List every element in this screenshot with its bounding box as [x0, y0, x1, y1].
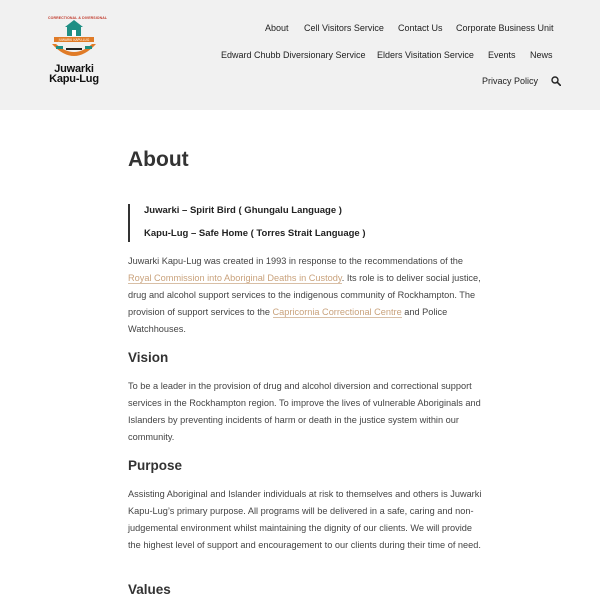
svg-text:JUWARKI KAPU-LUG: JUWARKI KAPU-LUG — [58, 38, 90, 42]
capricornia-correctional-centre-link[interactable]: Capricornia Correctional Centre — [272, 307, 402, 317]
logo-emblem-icon — [48, 20, 100, 64]
logo-name-line2: Kapu-Lug — [49, 73, 99, 85]
nav-item-edward-chubb-diversionary-service[interactable]: Edward Chubb Diversionary Service — [221, 50, 366, 60]
search-icon[interactable] — [551, 76, 561, 86]
purpose-paragraph: Assisting Aboriginal and Islander individuals at risk to themselves and others is Juwarki Kapu-Lug’s primary purpose. All programs will be delivered in a safe, caring and non-judgemental environment whilst maintaining the dignity of our clients. We will provide the highest level of support and encouragement to our clients during their time of need. — [128, 489, 482, 550]
nav-item-about[interactable]: About — [265, 23, 289, 33]
purpose-heading: Purpose — [128, 458, 183, 473]
site-header — [0, 0, 600, 110]
name-meaning-quote — [128, 204, 480, 242]
logo-tagline: CORRECTIONAL & DIVERSIONAL — [48, 16, 108, 20]
logo-name-line1: Juwarki — [54, 63, 94, 75]
nav-item-privacy-policy[interactable]: Privacy Policy — [482, 76, 539, 86]
vision-paragraph: To be a leader in the provision of drug and alcohol diversion and correctional support services in the Rockhampton region. To improve the lives of vulnerable Aboriginals and Islanders by preventing incidents of harm or death in the justice system within our community. — [128, 381, 481, 442]
nav-item-contact-us[interactable]: Contact Us — [398, 23, 443, 33]
quote-line-juwarki: Juwarki – Spirit Bird ( Ghungalu Language ) — [144, 205, 342, 216]
royal-commission-link[interactable]: Royal Commission into Aboriginal Deaths in Custody — [128, 273, 342, 283]
nav-item-elders-visitation-service[interactable]: Elders Visitation Service — [377, 50, 474, 60]
intro-paragraph: Juwarki Kapu-Lug was created in 1993 in response to the recommendations of the Royal Commission into Aboriginal Deaths in Custody. Its role is to deliver social justice, drug and alcohol support services to the indigenous community of Rockhampton. The provision of support services to the Capricornia Correctional Centre and Police Watchhouses. — [128, 256, 481, 334]
quote-line-kapu-lug: Kapu-Lug – Safe Home ( Torres Strait Language ) — [144, 228, 366, 239]
page-title: About — [128, 148, 189, 171]
nav-item-corporate-business-unit[interactable]: Corporate Business Unit — [456, 23, 554, 33]
nav-item-cell-visitors-service[interactable]: Cell Visitors Service — [304, 23, 384, 33]
values-heading: Values — [128, 582, 171, 597]
nav-item-events[interactable]: Events — [488, 50, 516, 60]
vision-heading: Vision — [128, 350, 169, 365]
site-logo[interactable] — [48, 16, 108, 88]
nav-item-news[interactable]: News — [530, 50, 553, 60]
